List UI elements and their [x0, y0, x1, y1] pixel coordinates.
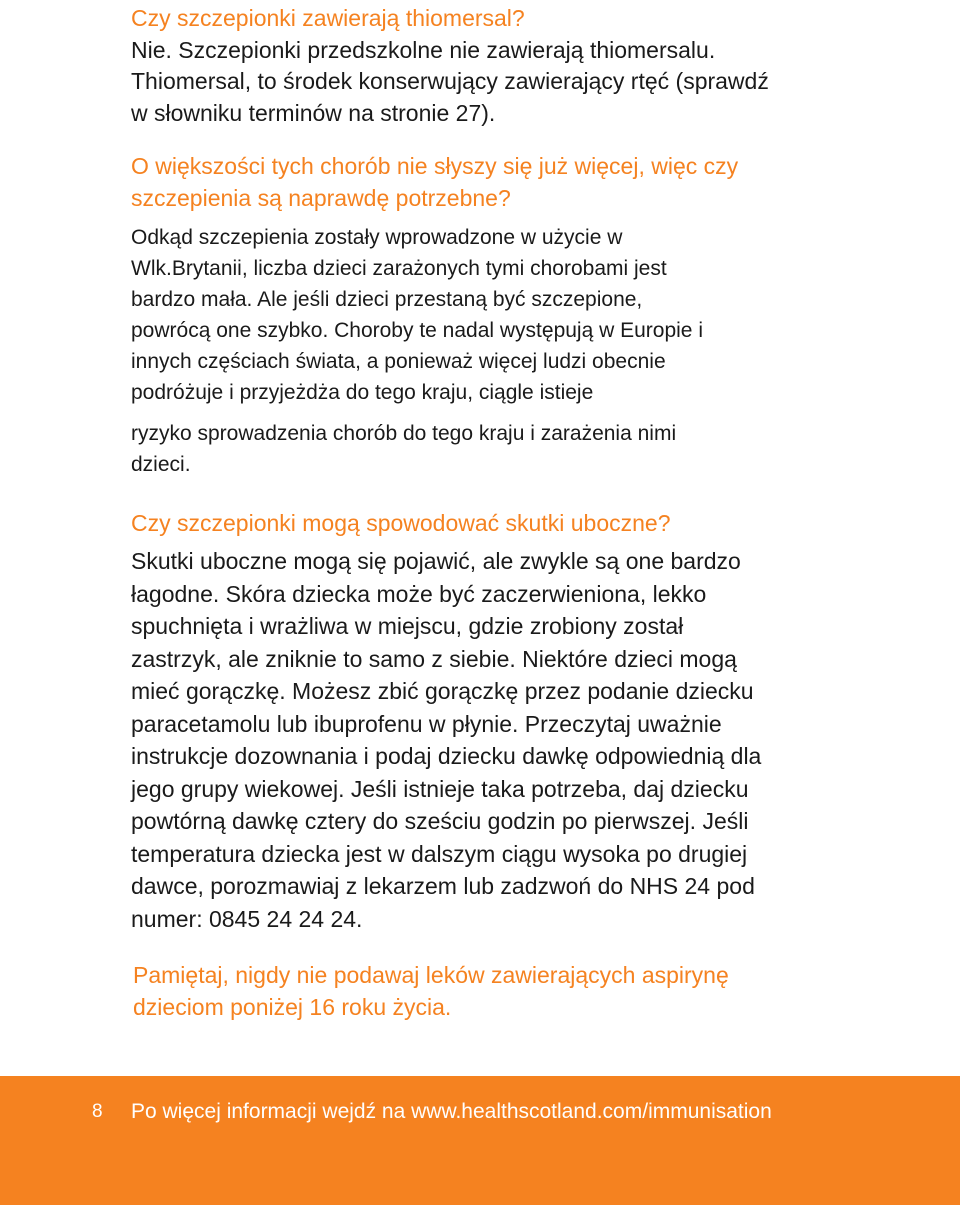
answer-line: mieć gorączkę. Możesz zbić gorączkę przez podanie dziecku [131, 678, 754, 704]
answer-line: w słowniku terminów na stronie 27). [131, 99, 496, 126]
answer-line: instrukcje dozownania i podaj dziecku dawkę odpowiednią dla [131, 743, 762, 769]
answer-line: łagodne. Skóra dziecka może być zaczerwieniona, lekko [131, 580, 707, 607]
answer-line: Skutki uboczne mogą się pojawić, ale zwykle są one bardzo [131, 548, 741, 574]
answer-line: Odkąd szczepienia zostały wprowadzone w użycie w [131, 226, 623, 249]
answer-line: dawce, porozmawiaj z lekarzem lub zadzwoń do NHS 24 pod [131, 873, 755, 899]
warning-line: dzieciom poniżej 16 roku życia. [133, 994, 452, 1020]
page-footer [0, 1076, 960, 1205]
answer-line: Wlk.Brytanii, liczba dzieci zarażonych tymi chorobami jest [131, 257, 667, 280]
answer-line: dzieci. [131, 453, 191, 476]
question-line: O większości tych chorób nie słyszy się już więcej, więc czy [131, 153, 739, 179]
answer-line: spuchnięta i wrażliwa w miejscu, gdzie zrobiony został [131, 613, 684, 639]
section-thiomersal [131, 3, 769, 129]
answer-paragraph-necessity [131, 222, 703, 408]
answer-line: Thiomersal, to środek konserwujący zawierający rtęć (sprawdź [131, 68, 769, 94]
answer-line: numer: 0845 24 24 24. [131, 905, 363, 932]
answer-line: ryzyko sprowadzenia chorób do tego kraju i zarażenia nimi [131, 422, 677, 445]
question-heading-necessity [131, 150, 738, 214]
page-number: 8 [92, 1101, 103, 1122]
answer-line: jego grupy wiekowej. Jeśli istnieje taka potrzeba, daj dziecku [131, 775, 749, 802]
answer-line: Nie. Szczepionki przedszkolne nie zawierają thiomersalu. [131, 36, 716, 63]
answer-line: temperatura dziecka jest w dalszym ciągu wysoka po drugiej [131, 840, 748, 867]
answer-line: innych częściach świata, a ponieważ więcej ludzi obecnie [131, 350, 666, 373]
answer-paragraph-necessity-cont [131, 418, 676, 480]
aspirin-warning [133, 959, 729, 1023]
footer-info-link[interactable]: Po więcej informacji wejdź na www.healthscotland.com/immunisation [131, 1100, 772, 1123]
answer-paragraph-side-effects [131, 545, 761, 935]
question-line: szczepienia są naprawdę potrzebne? [131, 185, 511, 211]
question-heading: Czy szczepionki zawierają thiomersal? [131, 5, 525, 31]
answer-line: paracetamolu lub ibuprofenu w płynie. Przeczytaj uważnie [131, 710, 722, 737]
answer-line: powtórną dawkę cztery do sześciu godzin po pierwszej. Jeśli [131, 808, 749, 834]
answer-line: bardzo mała. Ale jeśli dzieci przestaną być szczepione, [131, 288, 643, 311]
answer-line: powrócą one szybko. Choroby te nadal występują w Europie i [131, 319, 703, 342]
answer-line: zastrzyk, ale zniknie to samo z siebie. Niektóre dzieci mogą [131, 645, 737, 672]
answer-line: podróżuje i przyjeżdża do tego kraju, ciągle istieje [131, 381, 594, 404]
question-heading-side-effects: Czy szczepionki mogą spowodować skutki uboczne? [131, 510, 671, 536]
warning-line: Pamiętaj, nigdy nie podawaj leków zawierających aspirynę [133, 962, 729, 988]
